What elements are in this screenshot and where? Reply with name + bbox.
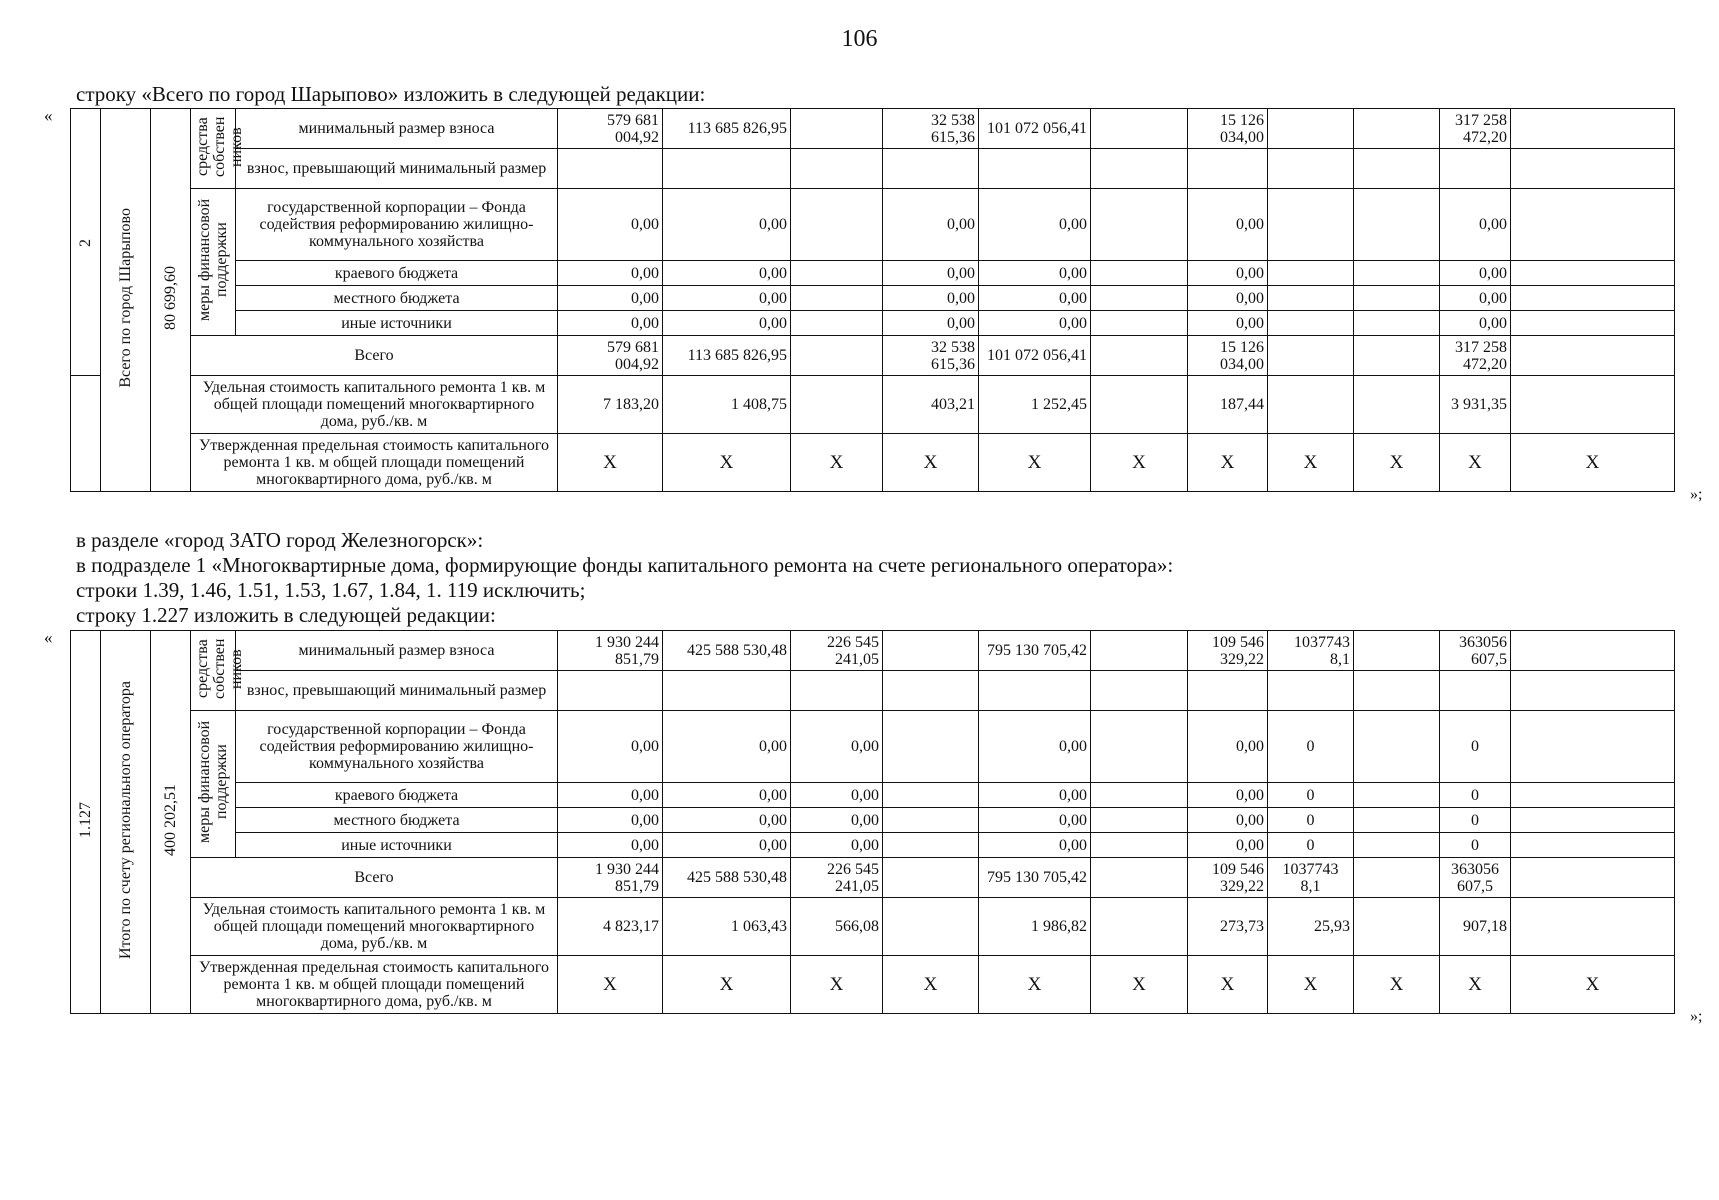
amendment-table-zheleznogorsk: [70, 630, 1675, 1014]
close-quote: »;: [1690, 1008, 1703, 1025]
table-row: Утвержденная предельная стоимость капитального ремонта 1 кв. м общей площади помещений многоквартирного дома, руб./кв. м Х Х Х Х Х Х Х Х Х Х Х: [71, 434, 1675, 492]
table-row: меры финансовой поддержки государственной корпорации – Фонда содействия реформированию жилищно-коммунального хозяйства 0,00 0,00 0,00 0,00 0,00 0,00: [71, 189, 1675, 261]
table-row: 2 Всего по город Шарыпово 80 699,60 средства собствен ников минимальный размер взноса 579 681 004,92 113 685 826,95 32 538 615,36 101 072 056,41 15 126 034,00 317 258 472,20: [71, 109, 1675, 149]
row-label: государственной корпорации – Фонда содействия реформированию жилищно-коммунального хозяйства: [236, 711, 558, 783]
row-label: Всего: [191, 858, 558, 898]
table-row: Удельная стоимость капитального ремонта 1 кв. м общей площади помещений многоквартирного дома, руб./кв. м 4 823,17 1 063,43 566,08 1 986,82 273,73 25,93 907,18: [71, 898, 1675, 956]
amendment-text: строку 1.227 изложить в следующей редакции:: [76, 603, 496, 627]
table-row: Всего 1 930 244 851,79 425 588 530,48 226 545 241,05 795 130 705,42 109 546 329,22 1037743 8,1 363056 607,5: [71, 858, 1675, 898]
row-label: местного бюджета: [236, 808, 558, 833]
row-label: Всего: [191, 336, 558, 376]
row-label: минимальный размер взноса: [236, 109, 558, 149]
group-support-cell: меры финансовой поддержки: [191, 189, 236, 336]
table-row: иные источники 0,00 0,00 0,00 0,00 0,00 0,00: [71, 311, 1675, 336]
amendment-text: в разделе «город ЗАТО город Железногорск»:: [76, 528, 484, 552]
row-label: краевого бюджета: [236, 783, 558, 808]
table-row: [71, 149, 1675, 189]
row-label: Удельная стоимость капитального ремонта 1 кв. м общей площади помещений многоквартирного дома, руб./кв. м: [191, 376, 558, 434]
amendment-text: в подразделе 1 «Многоквартирные дома, формирующие фонды капитального ремонта на счете регионального оператора»:: [76, 553, 1174, 577]
open-quote: «: [44, 106, 53, 125]
page-number: 106: [841, 26, 878, 52]
row-name-cell: Всего по город Шарыпово: [101, 109, 151, 492]
row-label: краевого бюджета: [236, 261, 558, 286]
table-row: иные источники 0,00 0,00 0,00 0,00 0,00 0 0: [71, 833, 1675, 858]
row-label: Удельная стоимость капитального ремонта 1 кв. м общей площади помещений многоквартирного дома, руб./кв. м: [191, 898, 558, 956]
area-cell: 80 699,60: [151, 109, 191, 492]
amendment-text: строки 1.39, 1.46, 1.51, 1.53, 1.67, 1.84, 1. 119 исключить;: [76, 578, 586, 602]
table-row: Всего 579 681 004,92 113 685 826,95 32 538 615,36 101 072 056,41 15 126 034,00 317 258 472,20: [71, 336, 1675, 376]
amendment-text: строку «Всего по город Шарыпово» изложить в следующей редакции:: [76, 82, 706, 106]
table-row: 1.127 Итого по счету регионального оператора 400 202,51 средства собствен ников минимальный размер взноса 1 930 244 851,79 425 588 530,48 226 545 241,05 795 130 705,42 109 546 329,22 1037743 8,1 363056 607,5: [71, 631, 1675, 671]
table-row: [71, 671, 1675, 711]
row-label: Утвержденная предельная стоимость капитального ремонта 1 кв. м общей площади помещений многоквартирного дома, руб./кв. м: [191, 434, 558, 492]
row-label: минимальный размер взноса: [236, 631, 558, 671]
table-row: краевого бюджета 0,00 0,00 0,00 0,00 0,00 0,00: [71, 261, 1675, 286]
group-support-cell: меры финансовой поддержки: [191, 711, 236, 858]
row-number-cell: 1.127: [71, 631, 101, 1014]
row-label: государственной корпорации – Фонда содействия реформированию жилищно-коммунального хозяйства: [236, 189, 558, 261]
row-label: взнос, превышающий минимальный размер: [236, 671, 558, 711]
table-row: Утвержденная предельная стоимость капитального ремонта 1 кв. м общей площади помещений многоквартирного дома, руб./кв. м Х Х Х Х Х Х Х Х Х Х Х: [71, 956, 1675, 1014]
row-label: иные источники: [236, 833, 558, 858]
area-cell: 400 202,51: [151, 631, 191, 1014]
row-label: Утвержденная предельная стоимость капитального ремонта 1 кв. м общей площади помещений многоквартирного дома, руб./кв. м: [191, 956, 558, 1014]
close-quote: »;: [1690, 486, 1703, 503]
row-name-cell: Итого по счету регионального оператора: [101, 631, 151, 1014]
row-label: местного бюджета: [236, 286, 558, 311]
table-row: Удельная стоимость капитального ремонта 1 кв. м общей площади помещений многоквартирного дома, руб./кв. м 7 183,20 1 408,75 403,21 1 252,45 187,44 3 931,35: [71, 376, 1675, 434]
table-row: местного бюджета 0,00 0,00 0,00 0,00 0,00 0,00: [71, 286, 1675, 311]
group-owners-cell: средства собствен ников: [191, 109, 236, 189]
group-owners-cell: средства собствен ников: [191, 631, 236, 711]
row-label: взнос, превышающий минимальный размер: [236, 149, 558, 189]
table-row: краевого бюджета 0,00 0,00 0,00 0,00 0,00 0 0: [71, 783, 1675, 808]
open-quote: «: [44, 628, 53, 647]
amendment-table-sharypovo: [70, 108, 1675, 492]
table-row: меры финансовой поддержки государственной корпорации – Фонда содействия реформированию жилищно-коммунального хозяйства 0,00 0,00 0,00 0,00 0,00 0 0: [71, 711, 1675, 783]
row-number-cell: 2: [71, 109, 101, 376]
table-row: местного бюджета 0,00 0,00 0,00 0,00 0,00 0 0: [71, 808, 1675, 833]
row-label: иные источники: [236, 311, 558, 336]
